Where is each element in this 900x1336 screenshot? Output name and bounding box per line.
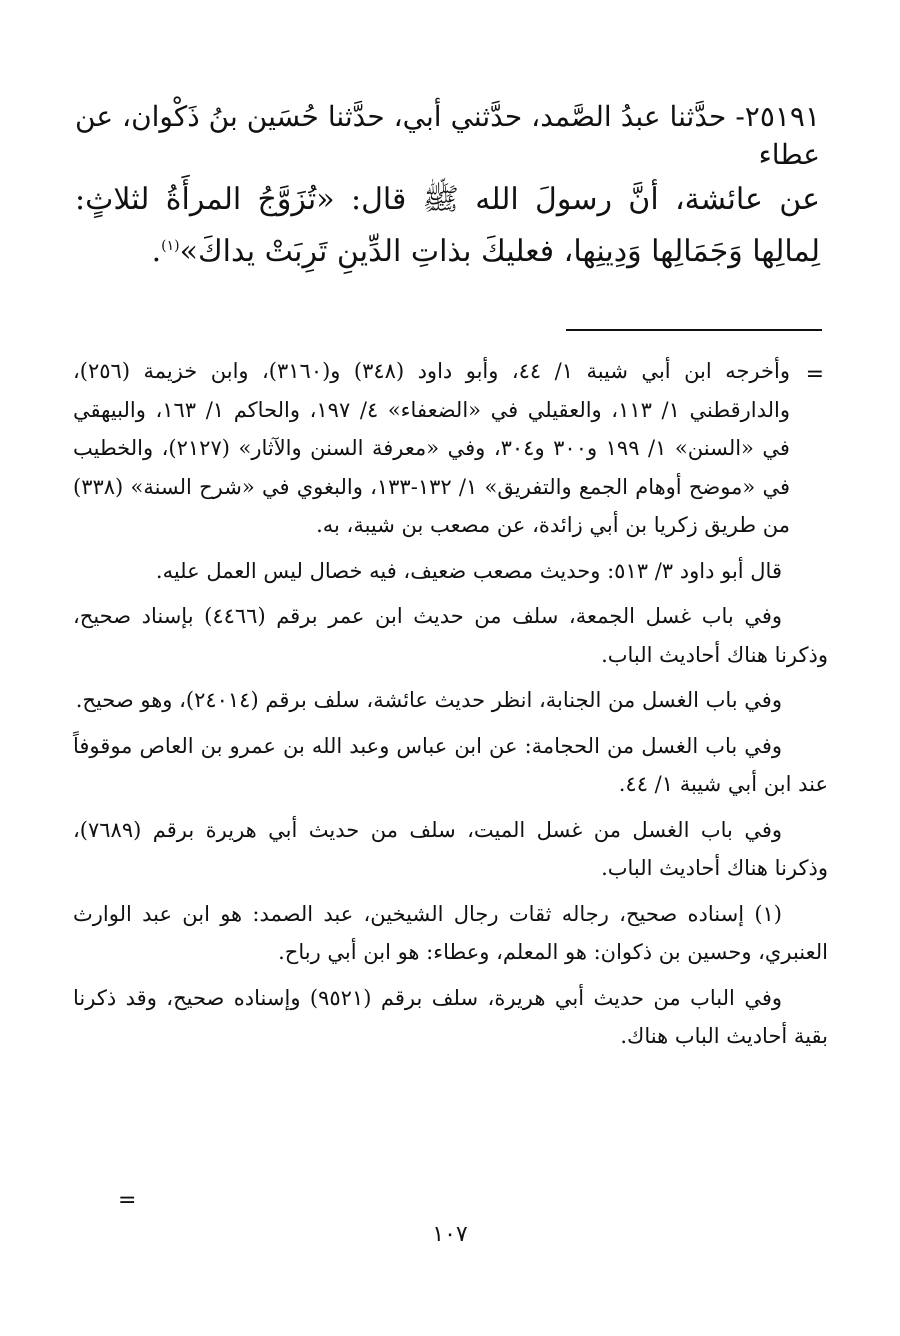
footnotes: [73, 352, 828, 1063]
footnote-paragraph: (١) إسناده صحيح، رجاله ثقات رجال الشيخين، عبد الصمد: هو ابن عبد الوارث العنبري، وحسين بن ذكوان: هو المعلم، وعطاء: هو ابن أبي رباح.: [73, 901, 828, 964]
hadith-matn-text: عن عائشة، أنَّ رسولَ الله ﷺ قال: «تُزَوَّجُ المرأَةُ لثلاثٍ: لِمالِها وَجَمَالِها وَدِينِها، فعليكَ بذاتِ الدِّينِ تَرِبَتْ يداكَ»: [75, 182, 820, 269]
footnote-paragraph: وفي باب الغسل من غسل الميت، سلف من حديث أبي هريرة برقم (٧٦٨٩)، وذكرنا هناك أحاديث الباب.: [73, 817, 828, 880]
footnote-paragraph: وأخرجه ابن أبي شيبة ١/ ٤٤، وأبو داود (٣٤٨) و(٣١٦٠)، وابن خزيمة (٢٥٦)، والدارقطني ١/ ١١٣، والعقيلي في «الضعفاء» ٤/ ١٩٧، والحاكم ١/ ١٦٣، والبيهقي في «السنن» ١/ ١٩٩ و٣٠٠ و٣٠٤، وفي «معرفة السنن والآثار» (٢١٢٧)، والخطيب في «موضح أوهام الجمع والتفريق» ١/ ١٣٢-١٣٣، والبغوي في «شرح السنة» (٣٣٨) من طريق زكريا بن أبي زائدة، عن مصعب بن شيبة، به.: [73, 359, 790, 537]
hadith-isnad: ٢٥١٩١- حدَّثنا عبدُ الصَّمد، حدَّثني أبي، حدَّثنا حُسَين بنُ ذَكْوان، عن عطاء: [75, 100, 820, 171]
footnote-paragraph: قال أبو داود ٣/ ٥١٣: وحديث مصعب ضعيف، فيه خصال ليس العمل عليه.: [155, 558, 782, 583]
continuation-mark-bottom: =: [118, 1188, 137, 1213]
hadith-end-period: .: [151, 234, 162, 269]
page-number: ١٠٧: [432, 1222, 468, 1247]
hadith-matn: [75, 174, 820, 278]
hadith-text: [75, 98, 820, 278]
footnote-paragraph: وفي باب الغسل من الجنابة، انظر حديث عائشة، سلف برقم (٢٤٠١٤)، وهو صحيح.: [75, 688, 782, 712]
footnote-paragraph: وفي الباب من حديث أبي هريرة، سلف برقم (٩٥٢١) وإسناده صحيح، وقد ذكرنا بقية أحاديث الباب هناك.: [73, 985, 828, 1048]
footnote-separator: [566, 329, 822, 331]
footnote-paragraph: وفي باب غسل الجمعة، سلف من حديث ابن عمر برقم (٤٤٦٦) بإسناد صحيح، وذكرنا هناك أحاديث الباب.: [73, 604, 828, 667]
continuation-mark-top: =: [805, 362, 824, 387]
footnote-reference: (١): [161, 238, 180, 254]
footnote-paragraph: وفي باب الغسل من الحجامة: عن ابن عباس وعبد الله بن عمرو بن العاص موقوفاً عند ابن أبي شيبة ١/ ٤٤.: [73, 733, 828, 796]
